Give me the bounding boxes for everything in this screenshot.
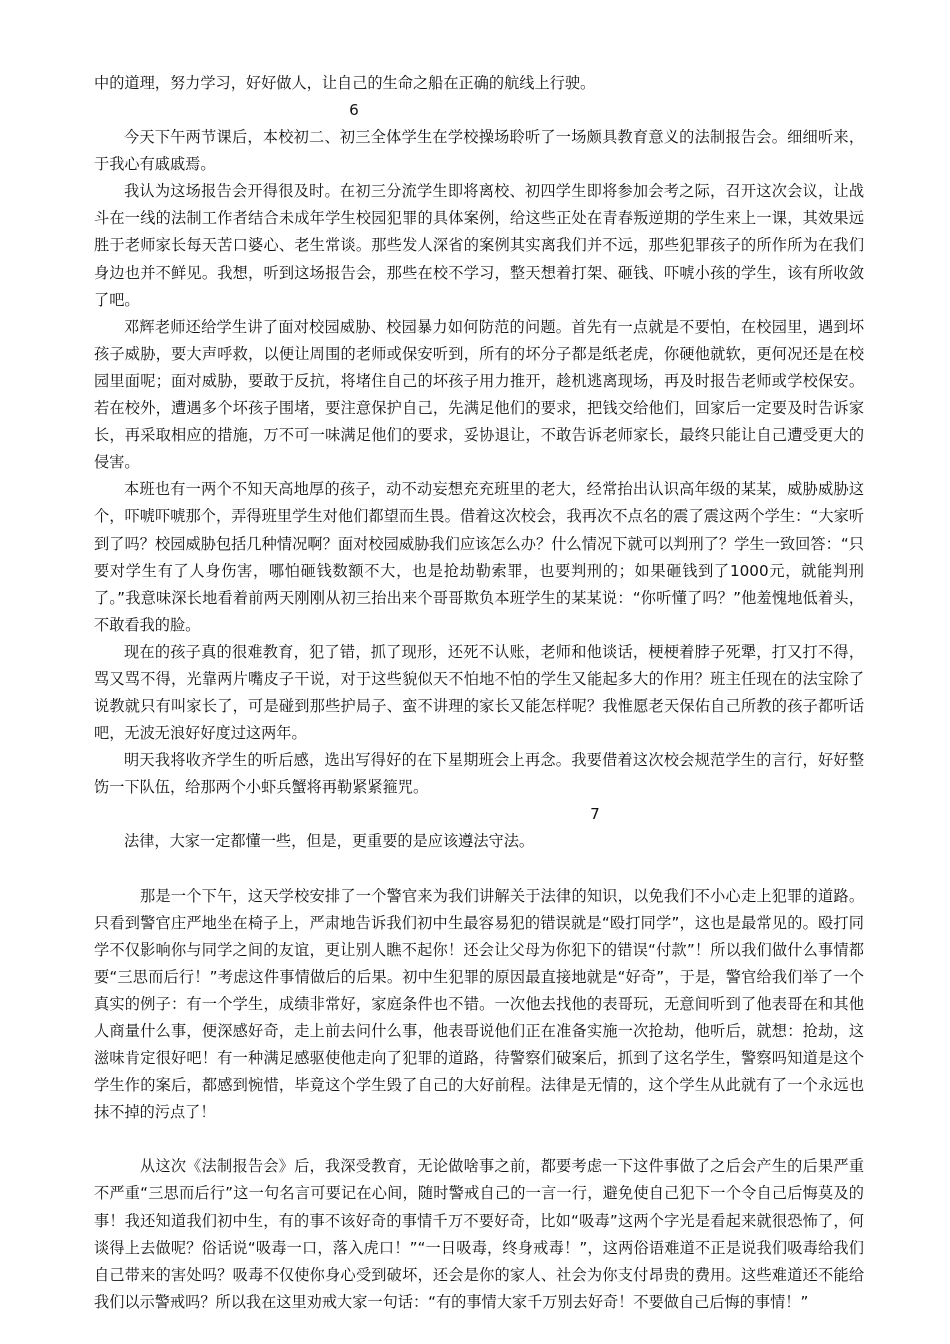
section-number-7: 7: [590, 805, 600, 824]
section-number-6: 6: [349, 101, 359, 120]
paragraph-5: 现在的孩子真的很难教育，犯了错，抓了现形，还死不认账，老师和他谈话，梗梗着脖子死犟，打又打不得，骂又骂不得，光靠两片嘴皮子干说，对于这些貌似天不怕地不怕的学生又能起多大的作用？班主任现在的法宝除了说教就只有叫家长了，可是碰到那些护局子、蛮不讲理的家长又能怎样呢？我惟愿老天保佑自己所教的孩子都听话吧，无波无浪好好度过这两年。: [94, 642, 864, 743]
blank-line: [94, 856, 864, 883]
paragraph-6: 明天我将收齐学生的听后感，选出写得好的在下星期班会上再念。我要借着这次校会规范学生的言行，好好整饬一下队伍，给那两个小虾兵蟹将再勒紧紧箍咒。: [94, 751, 864, 797]
document-body: [94, 70, 864, 1316]
paragraph-0: 中的道理，努力学习，好好做人，让自己的生命之船在正确的航线上行驶。: [94, 74, 596, 92]
paragraph-3: 邓辉老师还给学生讲了面对校园威胁、校园暴力如何防范的问题。首先有一点就是不要怕，在校园里，遇到坏孩子威胁，要大声呼救，以便让周围的老师或保安听到，所有的坏分子都是纸老虎，你硬他就软，更何况还是在校园里面呢；面对威胁，要敢于反抗，将堵住自己的坏孩子用力推开，趁机逃离现场，再及时报告老师或学校保安。若在校外，遭遇多个坏孩子围堵，要注意保护自己，先满足他们的要求，把钱交给他们，回家后一定要及时告诉家长，再采取相应的措施，万不可一味满足他们的要求，妥协退让，不敢告诉老师家长，最终只能让自己遭受更大的侵害。: [94, 317, 864, 472]
paragraph-9: 从这次《法制报告会》后，我深受教育，无论做啥事之前，都要考虑一下这件事做了之后会产生的后果严重不严重“三思而后行”这一句名言可要记在心间，随时警戒自己的一言一行，避免使自己犯下一个令自己后悔莫及的事！我还知道我们初中生，有的事不该好奇的事情千万不要好奇，比如“吸毒”这两个字光是看起来就很恐怖了，何谈得上去做呢？俗话说“吸毒一口，落入虎口！”“一日吸毒，终身戒毒！”，这两俗语难道不正是说我们吸毒给我们自己带来的害处吗？吸毒不仅使你身心受到破坏，还会是你的家人、社会为你支付昂贵的费用。这些难道还不能给我们以示警戒吗？所以我在这里劝戒大家一句话：“有的事情大家千万别去好奇！不要做自己后悔的事情！”: [94, 1157, 864, 1311]
paragraph-2: 我认为这场报告会开得很及时。在初三分流学生即将离校、初四学生即将参加会考之际，召开这次会议，让战斗在一线的法制工作者结合未成年学生校园犯罪的具体案例，给这些正处在青春叛逆期的学生来上一课，其效果远胜于老师家长每天苦口婆心、老生常谈。那些发人深省的案例其实离我们并不远，那些犯罪孩子的所作所为在我们身边也并不鲜见。我想，听到这场报告会，那些在校不学习，整天想着打架、砸钱、吓唬小孩的学生，该有所收敛了吧。: [94, 182, 864, 309]
paragraph-4: 本班也有一两个不知天高地厚的孩子，动不动妄想充充班里的老大，经常抬出认识高年级的某某，威胁威胁这个，吓唬吓唬那个，弄得班里学生对他们都望而生畏。借着这次校会，我再次不点名的震了震这两个学生：“大家听到了吗？校园威胁包括几种情况啊？面对校园威胁我们应该怎么办？什么情况下就可以判刑了？学生一致回答：“只要对学生有了人身伤害，哪怕砸钱数额不大，也是抢劫勒索罪，也要判刑的；如果砸钱到了1000元，就能判刑了。”我意味深长地看着前两天刚刚从初三抬出来个哥哥欺负本班学生的某某说：“你听懂了吗？”他羞愧地低着头，不敢看我的脸。: [94, 480, 864, 634]
paragraph-1: 今天下午两节课后，本校初二、初三全体学生在学校操场聆听了一场颇具教育意义的法制报告会。细细听来，于我心有戚戚焉。: [94, 128, 864, 174]
paragraph-7: 法律，大家一定都懂一些，但是，更重要的是应该遵法守法。: [124, 832, 535, 851]
blank-line: [94, 1126, 864, 1153]
paragraph-8: 那是一个下午，这天学校安排了一个警官来为我们讲解关于法律的知识，以免我们不小心走上犯罪的道路。只看到警官庄严地坐在椅子上，严肃地告诉我们初中生最容易犯的错误就是“殴打同学”，这也是最常见的。殴打同学不仅影响你与同学之间的友谊，更让别人瞧不起你！还会让父母为你犯下的错误“付款”！所以我们做什么事情都要“三思而后行！”考虑这件事情做后的后果。初中生犯罪的原因最直接地就是“好奇”，于是，警官给我们举了一个真实的例子：有一个学生，成绩非常好，家庭条件也不错。一次他去找他的表哥玩，无意间听到了他表哥在和其他人商量什么事，便深感好奇，走上前去问什么事，他表哥说他们正在准备实施一次抢劫，他听后，就想：抢劫，这滋味肯定很好吧！有一种满足感驱使他走向了犯罪的道路，待警察们破案后，抓到了这名学生，警察吗知道是这个学生作的案后，都感到惋惜，毕竟这个学生毁了自己的大好前程。法律是无情的，这个学生从此就有了一个永远也抹不掉的污点了！: [94, 886, 864, 1122]
